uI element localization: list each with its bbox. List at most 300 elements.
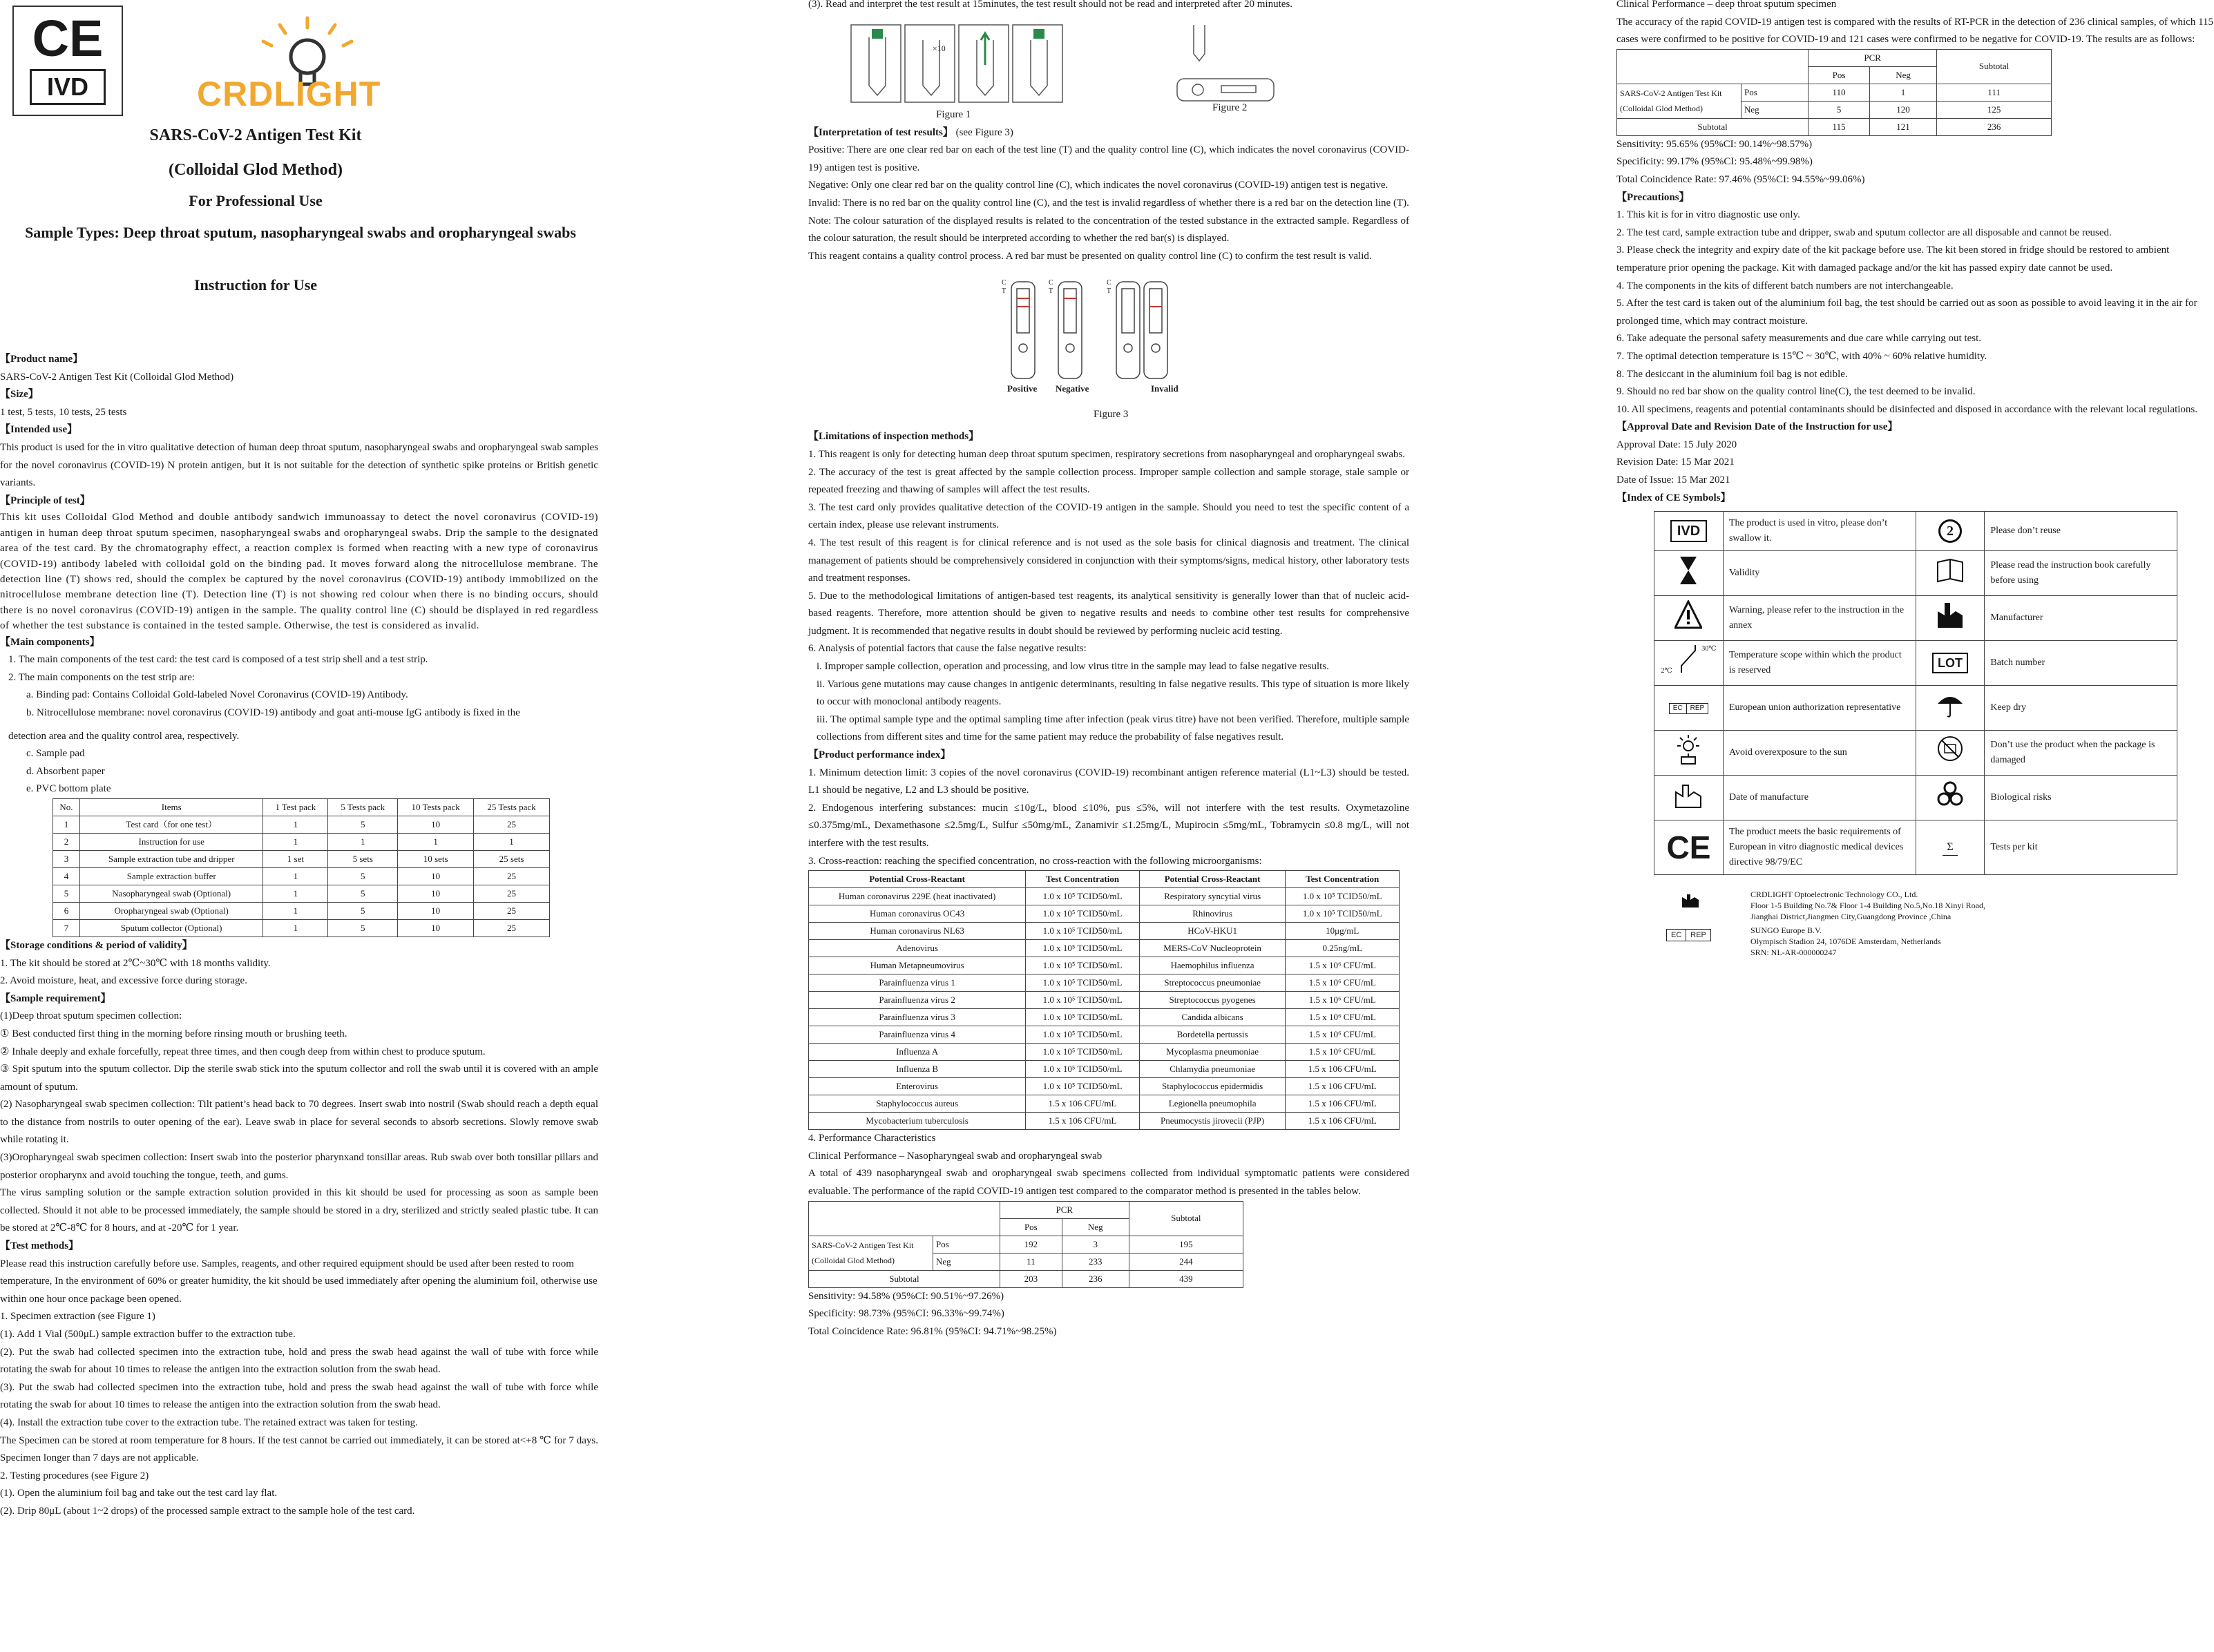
table-cell: Pos	[1809, 66, 1870, 84]
symbol-cell	[1916, 820, 1985, 875]
table-cell: 25	[474, 919, 550, 937]
performance-table-np	[808, 1201, 1243, 1288]
table-row	[809, 957, 1400, 974]
table-row	[1654, 731, 2177, 776]
table-cell: 25	[474, 816, 550, 833]
table-cell: 1.0 x 10⁵ TCID50/mL	[1026, 1061, 1140, 1078]
test-2: 1. Specimen extraction (see Figure 1)	[0, 1311, 155, 1323]
table-cell: 10	[398, 885, 474, 902]
table-cell: Bordetella pertussis	[1139, 1026, 1286, 1044]
table-cell: 203	[1000, 1270, 1062, 1287]
list-item: 6. Take adequate the personal safety measurements and due care while carrying out test.	[1616, 333, 1982, 345]
main-heading: 【Main components】	[0, 636, 100, 648]
main-d: d. Absorbent paper	[26, 765, 105, 777]
table-cell: Neg	[933, 1253, 1000, 1270]
test-5: (3). Put the swab had collected specimen into the extraction tube, hold and press the swab head against the wall of tube with force while rotating the swab for about 10 times to release the antigen into the extraction solution from the swab head.	[0, 1381, 598, 1411]
table-cell: Mycobacterium tuberculosis	[809, 1113, 1026, 1130]
tests-per-kit-icon	[1943, 840, 1957, 856]
table-cell: 25	[474, 902, 550, 919]
kit-name: SARS-CoV-2 Antigen Test Kit	[1620, 88, 1722, 99]
symbol-description: Validity	[1723, 551, 1916, 596]
table-cell: Neg	[1741, 101, 1809, 118]
table-cell: Parainfluenza virus 1	[809, 974, 1026, 992]
professional-use: For Professional Use	[189, 192, 323, 209]
specificity-sputum: Specificity: 99.17% (95%CI: 95.48%~99.98%)	[1616, 156, 1813, 168]
ce-icon	[1667, 830, 1711, 865]
symbol-description: Keep dry	[1985, 686, 2177, 731]
coincidence-np: Total Coincidence Rate: 96.81% (95%CI: 94.71%~98.25%)	[808, 1325, 1057, 1337]
table-cell: Respiratory syncytial virus	[1139, 888, 1286, 905]
fig3-t-1: T	[1002, 287, 1006, 296]
temperature-icon	[1661, 645, 1716, 675]
limit-3: 3. The test card only provides qualitative detection of the COVID-19 antigen in the sample. Should you need to test the specific content of a certain index, please use relevant instruments.	[808, 501, 1409, 531]
table-cell: 3	[53, 850, 80, 867]
table-cell: 5	[53, 885, 80, 902]
ivd-mark: IVD	[30, 69, 106, 105]
brand-name: CRDLIGHT	[197, 75, 381, 113]
test-7: The Specimen can be stored at room temperature for 8 hours. If the test cannot be carried out immediately, it can be stored at<+8 ℃ for 7 days. Specimen longer than 7 days are not applicable.	[0, 1434, 598, 1464]
table-cell: 7	[53, 919, 80, 937]
table-row	[809, 1061, 1400, 1078]
sample-1b: ② Inhale deeply and exhale forcefully, repeat three times, and then cough deep from within chest to produce sputum.	[0, 1046, 486, 1057]
test-10: (2). Drip 80μL (about 1~2 drops) of the processed sample extract to the sample hole of the test card.	[0, 1505, 415, 1517]
table-cell: 1.0 x 10⁵ TCID50/mL	[1026, 940, 1140, 957]
table-cell: 10	[398, 816, 474, 833]
symbol-description: Manufacturer	[1985, 596, 2177, 641]
table-row	[809, 1095, 1400, 1113]
perf-heading: 【Product performance index】	[808, 749, 951, 761]
table-cell: Subtotal	[1617, 118, 1809, 135]
list-item: 1. This kit is for in vitro diagnostic use only.	[1616, 209, 1800, 221]
table-cell: 1.0 x 10⁵ TCID50/mL	[1286, 888, 1400, 905]
limit-6i: i. Improper sample collection, operation and processing, and low virus titre in the sample may lead to false negative results.	[817, 661, 1329, 673]
perf-1: 1. Minimum detection limit: 3 copies of the novel coronavirus (COVID-19) recombinant antigen reference material (L1~L3) should be tested. L1 should be negative, L2 and L3 should be positive.	[808, 767, 1409, 796]
table-cell: 236	[1062, 1270, 1129, 1287]
table-cell: 244	[1129, 1253, 1243, 1270]
doc-title: SARS-CoV-2 Antigen Test Kit	[149, 126, 362, 144]
table-row	[1654, 776, 2177, 820]
table-cell: 1.0 x 10⁵ TCID50/mL	[1026, 1026, 1140, 1044]
main-2: 2. The main components on the test strip are:	[8, 671, 195, 683]
comp-header: 10 Tests pack	[398, 798, 474, 816]
read-text: (3). Read and interpret the test result at 15minutes, the test result should not be read and interpreted after 20 minutes.	[808, 0, 1293, 10]
comp-header: 1 Test pack	[263, 798, 328, 816]
list-item: 5. After the test card is taken out of the aluminium foil bag, the test should be carried out as soon as possible to avoid leaving it in the air for prolonged time, which may contract moisture.	[1616, 298, 2197, 327]
main-b: b. Nitrocellulose membrane: novel coronavirus (COVID-19) antibody and goat anti-mouse IgG antibody is fixed in the	[26, 707, 520, 718]
perf-4b: A total of 439 nasopharyngeal swab and oropharyngeal swab specimens collected from individual symptomatic patients were considered evaluable. The performance of the rapid COVID-19 antigen test compared to the comparator method is presented in the tables below.	[808, 1168, 1409, 1197]
table-cell: 10	[398, 919, 474, 937]
temperature-icon-label: 30℃	[1701, 645, 1717, 653]
table-cell: Human coronavirus NL63	[809, 923, 1026, 940]
main-a: a. Binding pad: Contains Colloidal Gold-labeled Novel Coronavirus (COVID-19) Antibody.	[26, 689, 408, 701]
sensitivity-sputum: Sensitivity: 95.65% (95%CI: 90.14%~98.57%)	[1616, 138, 1813, 150]
instruction-title: Instruction for Use	[193, 276, 318, 294]
table-cell: Pos	[1741, 84, 1809, 101]
table-row	[809, 1201, 1243, 1218]
sample-types: Sample Types: Deep throat sputum, nasopharyngeal swabs and oropharyngeal swabs	[25, 224, 576, 241]
table-row	[53, 919, 550, 937]
table-cell: 1	[1869, 84, 1936, 101]
table-cell: Parainfluenza virus 4	[809, 1026, 1026, 1044]
table-cell: 1.0 x 10⁵ TCID50/mL	[1026, 1044, 1140, 1061]
table-row	[809, 1009, 1400, 1026]
comp-header: 5 Tests pack	[328, 798, 398, 816]
symbol-cell	[1916, 512, 1985, 551]
table-cell: Instruction for use	[79, 833, 263, 850]
table-cell: 1	[398, 833, 474, 850]
table-cell: Human coronavirus OC43	[809, 905, 1026, 923]
main-b2: detection area and the quality control area, respectively.	[8, 730, 240, 742]
figure-2-caption: Figure 2	[1212, 102, 1248, 113]
ce-symbols-table	[1654, 511, 2177, 875]
table-row	[53, 885, 550, 902]
table-cell: Mycoplasma pneumoniae	[1139, 1044, 1286, 1061]
table-cell: Nasopharyngeal swab (Optional)	[79, 885, 263, 902]
fig3-c-2: C	[1049, 279, 1053, 287]
table-cell: 192	[1000, 1236, 1062, 1253]
perf-4: 4. Performance Characteristics	[808, 1133, 936, 1144]
rep-line-1: SUNGO Europe B.V.	[1750, 925, 1822, 936]
table-cell: MERS-CoV Nucleoprotein	[1139, 940, 1286, 957]
comp-header: 25 Tests pack	[474, 798, 550, 816]
table-cell: 0.25ng/mL	[1286, 940, 1400, 957]
sample-4: The virus sampling solution or the sample extraction solution provided in this kit should be used for processing as soon as sample been collected. Should it not able to be processed immediately, the sample should be stored in a dry, sterilized and strictly sealed plastic tube. It can be stored at 2℃-8℃ for 8 hours, and at -20℃ for 1 year.	[0, 1187, 598, 1234]
table-cell: 2	[53, 833, 80, 850]
storage-heading: 【Storage conditions & period of validity】	[0, 939, 193, 951]
limit-heading: 【Limitations of inspection methods】	[808, 431, 980, 443]
table-cell: 111	[1937, 84, 2052, 101]
table-cell: Adenovirus	[809, 940, 1026, 957]
table-cell: Human Metapneumovirus	[809, 957, 1026, 974]
main-1: 1. The main components of the test card: the test card is composed of a test strip shell and a test strip.	[8, 654, 428, 666]
table-cell: 1.0 x 10⁵ TCID50/mL	[1026, 1078, 1140, 1095]
manufacturer-text	[1750, 889, 1985, 922]
table-cell: 1	[263, 867, 328, 885]
temperature-icon-label: 2℃	[1661, 667, 1672, 675]
table-row	[53, 902, 550, 919]
comp-header: No.	[53, 798, 80, 816]
table-row	[1654, 820, 2177, 875]
sample-1a: ① Best conducted first thing in the morning before rinsing mouth or brushing teeth.	[0, 1028, 347, 1039]
cross-header: Test Concentration	[1026, 871, 1140, 888]
list-item: 2. The test card, sample extraction tube and dripper, swab and sputum collector are all disposable and cannot be reused.	[1616, 227, 2112, 238]
table-cell: 6	[53, 902, 80, 919]
ec-rep-text	[1750, 925, 1941, 958]
symbol-cell	[1654, 776, 1724, 820]
clin-text: The accuracy of the rapid COVID-19 antigen test is compared with the results of RT-PCR in the detection of 236 clinical samples, of which 115 cases were confirmed to be positive for COVID-19 and 121 cases were confirmed to be negative for COVID-19. The results are as follows:	[1616, 16, 2214, 46]
table-cell: Human coronavirus 229E (heat inactivated)	[809, 888, 1026, 905]
table-cell: 1	[263, 902, 328, 919]
table-row	[53, 816, 550, 833]
table-cell: 1	[263, 885, 328, 902]
lot-icon-label: LOT	[1932, 653, 1968, 673]
table-cell: Subtotal	[1937, 49, 2052, 84]
read-instructions-icon	[1936, 555, 1964, 591]
table-cell: 10 sets	[398, 850, 474, 867]
table-cell: Pneumocystis jirovecii (PJP)	[1139, 1113, 1286, 1130]
brand-logo	[197, 15, 418, 119]
sample-heading: 【Sample requirement】	[0, 992, 111, 1004]
fig3-c-3: C	[1107, 279, 1111, 287]
sun-icon	[1674, 735, 1702, 771]
table-row	[809, 1270, 1243, 1287]
table-row	[1654, 686, 2177, 731]
manufacturer-icon	[1681, 893, 1699, 908]
symbol-cell	[1654, 512, 1724, 551]
figure-3-caption: Figure 3	[1094, 409, 1129, 421]
table-cell: 1.0 x 10⁵ TCID50/mL	[1026, 1009, 1140, 1026]
prec-heading: 【Precautions】	[1616, 191, 1690, 203]
symbol-description: Avoid overexposure to the sun	[1723, 731, 1916, 776]
table-cell: Haemophilus influenza	[1139, 957, 1286, 974]
table-cell: 1.5 x 106 CFU/mL	[1286, 1095, 1400, 1113]
fig3-negative: Negative	[1056, 383, 1089, 394]
symbol-description: Biological risks	[1985, 776, 2177, 820]
table-cell: Neg	[1062, 1218, 1129, 1236]
page-2-body	[808, 0, 1409, 1341]
ivd-icon	[1670, 520, 1707, 542]
cross-header: Potential Cross-Reactant	[1139, 871, 1286, 888]
symbol-description: The product is used in vitro, please don’t swallow it.	[1723, 512, 1916, 551]
table-cell: 5	[328, 885, 398, 902]
limit-1: 1. This reagent is only for detecting human deep throat sputum specimen, respiratory secretions from nasopharyngeal and oropharyngeal swabs.	[808, 448, 1406, 460]
main-e: e. PVC bottom plate	[26, 783, 111, 795]
symbol-cell	[1654, 820, 1724, 875]
symbol-description: Tests per kit	[1985, 820, 2177, 875]
hourglass-icon	[1674, 555, 1702, 591]
product-name-heading: 【Product name】	[0, 354, 84, 365]
list-item: 3. Please check the integrity and expiry date of the kit package before use. The kit been stored in fridge should be restored to ambient temperature prior opening the package. Kit with damaged package and/or the kit has passed expiry date cannot be used.	[1616, 244, 2170, 273]
table-cell: 1.5 x 10⁶ CFU/mL	[1286, 1044, 1400, 1061]
sample-1: (1)Deep throat sputum specimen collection:	[0, 1010, 182, 1022]
size-heading: 【Size】	[0, 389, 39, 401]
table-cell: 1	[328, 833, 398, 850]
table-cell: 1	[263, 833, 328, 850]
table-cell: 10	[398, 867, 474, 885]
table-cell: Pos	[933, 1236, 1000, 1253]
sample-2: (2) Nasopharyngeal swab specimen collection: Tilt patient’s head back to 70 degrees. Insert swab into nostril (Swab should reach a depth equal to the distance from nostrils to outer opening of the ear). Leave swab in place for several seconds to absorb secretions. Slowly remove swab while rotating it.	[0, 1099, 598, 1146]
damaged-package-icon	[1936, 735, 1964, 771]
mfr-line-3: Jianghai District,Jiangmen City,Guangdong Province ,China	[1750, 912, 1951, 922]
list-item: 4. The components in the kits of different batch numbers are not interchangeable.	[1616, 280, 1954, 291]
table-cell: 5	[328, 816, 398, 833]
symbol-description: European union authorization representative	[1723, 686, 1916, 731]
test-8: 2. Testing procedures (see Figure 2)	[0, 1470, 149, 1481]
biohazard-icon	[1936, 780, 1964, 816]
table-cell: 121	[1869, 118, 1936, 135]
fig3-positive: Positive	[1007, 383, 1038, 394]
symbol-cell	[1654, 551, 1724, 596]
approval-heading: 【Approval Date and Revision Date of the Instruction for use】	[1616, 421, 1898, 433]
table-row	[809, 888, 1400, 905]
table-row	[53, 867, 550, 885]
figures-row	[808, 21, 1409, 124]
limit-6iii: iii. The optimal sample type and the optimal sampling time after infection (peak virus titre) have not been verified. Therefore, multiple sample collections from different sites and time for the same patient may reduce the probability of false negatives result.	[817, 713, 1409, 743]
comp-header: Items	[79, 798, 263, 816]
table-row	[809, 1044, 1400, 1061]
components-table	[53, 798, 550, 937]
table-cell: 1.5 x 106 CFU/mL	[1286, 1061, 1400, 1078]
ce-ivd-logo	[12, 6, 123, 116]
rep-label: REP	[1690, 931, 1706, 940]
symbol-description: The product meets the basic requirements of European in vitro diagnostic medical devices directive 98/79/EC	[1723, 820, 1916, 875]
list-item: 8. The desiccant in the aluminium foil bag is not edible.	[1616, 368, 1848, 380]
table-cell: Enterovirus	[809, 1078, 1026, 1095]
rep-line-3: SRN: NL-AR-000000247	[1750, 948, 1837, 958]
size-text: 1 test, 5 tests, 10 tests, 25 tests	[0, 406, 127, 418]
symbol-cell	[1916, 551, 1985, 596]
table-row	[809, 1236, 1243, 1253]
table-cell: 110	[1809, 84, 1870, 101]
manufacture-date-icon	[1674, 780, 1702, 816]
symbol-description: Please don’t reuse	[1985, 512, 2177, 551]
warning-icon	[1674, 600, 1702, 636]
table-cell: Influenza B	[809, 1061, 1026, 1078]
table-row	[809, 923, 1400, 940]
issue-date: Date of Issue: 15 Mar 2021	[1616, 474, 1730, 486]
approval-date: Approval Date: 15 July 2020	[1616, 439, 1737, 450]
principle-heading: 【Principle of test】	[0, 494, 90, 506]
no-reuse-icon-label: 2	[1946, 524, 1954, 539]
figure-1-extraction-icon	[850, 23, 1071, 106]
symbol-cell	[1654, 641, 1724, 686]
principle-text: This kit uses Colloidal Glod Method and double antibody sandwich immunoassay to detect the novel coronavirus (COVID-19) antigen in human deep throat sputum specimen, nasopharyngeal swabs and oropharyngeal swabs. Drip the sample to the designated area of the test card. By the chromatography effect, a reaction complex is formed when reacting with a new type of coronavirus (COVID-19) antibody labeled with colloidal gold on the binding pad. It moves forward along the nitrocellulose membrane. The detection line (T) shows red, should the complex be captured by the novel coronavirus (COVID-19) antibody immobilized on the nitrocellulose membrane detection line (T). Detection line (T) is not showing red colour when there is no binding occurs, should there is no novel coronavirus (COVID-19) antigen in the sample. The quality control line (C) should be displayed in red regardless of whether the test substance is contained in the tested sample. Otherwise, the test is considered as invalid.	[0, 512, 598, 632]
fig3-t-3: T	[1107, 287, 1111, 296]
table-row	[809, 940, 1400, 957]
table-cell: 25	[474, 885, 550, 902]
table-cell: 1.0 x 10⁵ TCID50/mL	[1026, 957, 1140, 974]
table-cell: 1.0 x 10⁵ TCID50/mL	[1286, 905, 1400, 923]
interp-invalid: Invalid: There is no red bar on the quality control line (C), and the test is invalid regardless of whether there is a red bar on the detection line (T).	[808, 197, 1409, 209]
interp-note: Note: The colour saturation of the displayed results is related to the concentration of the tested substance in the extracted sample. Regardless of the colour saturation, the result should be interpreted according to whether the red bar(s) is displayed.	[808, 215, 1409, 244]
interp-qc: This reagent contains a quality control process. A red bar must be presented on quality control line (C) to confirm the test result is valid.	[808, 250, 1372, 262]
sample-3: (3)Oropharyngeal swab specimen collection: Insert swab into the posterior pharynxand tonsillar areas. Rub swab over both tonsillar pillars and posterior oropharynx and avoid touching the tongue, teeth, and gums.	[0, 1152, 598, 1181]
specificity-np: Specificity: 98.73% (95%CI: 96.33%~99.74%)	[808, 1308, 1004, 1320]
mfr-line-2: Floor 1-5 Building No.7& Floor 1-4 Building No.5,No.18 Xinyi Road,	[1750, 901, 1986, 911]
symbol-description: Please read the instruction book carefully before using	[1985, 551, 2177, 596]
table-row	[809, 1113, 1400, 1130]
limit-5: 5. Due to the methodological limitations of antigen-based test reagents, its analytical sensitivity is generally lower than that of nucleic acid-based reagents. Therefore, more attention should be given to negative results and needs to combine other test results for comprehensive judgment. It is recommended that negative results in doubt should be reviewed by performing nucleic acid testing.	[808, 590, 1409, 637]
table-cell: 1	[474, 833, 550, 850]
table-cell: Staphylococcus aureus	[809, 1095, 1026, 1113]
table-cell: 1.0 x 10⁵ TCID50/mL	[1026, 905, 1140, 923]
table-cell: Parainfluenza virus 2	[809, 992, 1026, 1009]
intended-heading: 【Intended use】	[0, 424, 78, 436]
symbol-cell	[1654, 731, 1724, 776]
precautions-list	[1616, 206, 2214, 419]
cross-header: Potential Cross-Reactant	[809, 871, 1026, 888]
cross-reaction-table	[808, 870, 1400, 1130]
table-cell: 195	[1129, 1236, 1243, 1253]
perf-2: 2. Endogenous interfering substances: mucin ≤10g/L, blood ≤10%, pus ≤5%, will not interfere with the test results. Oxymetazoline ≤0.375mg/mL, Dexamethasone ≤2.5mg/L, Sulfur ≤50mg/mL, Zanamivir ≤1.25mg/L, Mupirocin ≤5mg/mL, Tobramycin ≤0.8 mg/L, will not interfere with the test results.	[808, 802, 1409, 849]
table-cell: 10μg/mL	[1286, 923, 1400, 940]
index-heading: 【Index of CE Symbols】	[1616, 492, 1731, 503]
table-cell: 439	[1129, 1270, 1243, 1287]
storage-2: 2. Avoid moisture, heat, and excessive force during storage.	[0, 975, 247, 987]
symbol-cell	[1916, 776, 1985, 820]
revision-date: Revision Date: 15 Mar 2021	[1616, 457, 1735, 468]
table-cell: 1.5 x 106 CFU/mL	[1026, 1095, 1140, 1113]
table-row	[53, 850, 550, 867]
table-cell: 25 sets	[474, 850, 550, 867]
test-3: (1). Add 1 Vial (500μL) sample extraction buffer to the extraction tube.	[0, 1329, 296, 1340]
test-1: Please read this instruction carefully before use. Samples, reagents, and other required equipment should be used after been rested to room temperature, In the environment of 60% or greater humidity, the kit should be used immediately after opening the aluminium foil, otherwise use within one hour once package been opened.	[0, 1258, 598, 1305]
table-cell: 125	[1937, 101, 2052, 118]
kit-method: (Colloidal Glod Method)	[812, 1256, 895, 1266]
table-cell: 1.5 x 10⁶ CFU/mL	[1286, 957, 1400, 974]
list-item: 7. The optimal detection temperature is 15℃ ~ 30℃, with 40% ~ 60% relative humidity.	[1616, 350, 1987, 362]
kit-name: SARS-CoV-2 Antigen Test Kit	[812, 1240, 914, 1251]
table-cell: Subtotal	[809, 1270, 1000, 1287]
symbol-cell	[1654, 686, 1724, 731]
umbrella-icon	[1936, 690, 1964, 726]
page-3-body	[1616, 0, 2214, 965]
table-row	[1654, 641, 2177, 686]
symbol-description: Warning, please refer to the instruction in the annex	[1723, 596, 1916, 641]
table-cell: 233	[1062, 1253, 1129, 1270]
rep-line-2: Olympisch Stadion 24, 1076DE Amsterdam, Netherlands	[1750, 937, 1941, 947]
table-cell: Oropharyngeal swab (Optional)	[79, 902, 263, 919]
table-cell: HCoV-HKU1	[1139, 923, 1286, 940]
mfr-line-1: CRDLIGHT Optoelectronic Technology CO., Ltd.	[1750, 890, 1918, 900]
limit-6ii: ii. Various gene mutations may cause changes in antigenic determinants, resulting in false negative results. This type of situation is more likely to occur with monoclonal antibody reagents.	[817, 678, 1409, 708]
sample-1c: ③ Spit sputum into the sputum collector. Dip the sterile swab stick into the sputum collector and roll the swab until it is covered with an ample amount of sputum.	[0, 1064, 598, 1093]
table-cell: 1.5 x 10⁶ CFU/mL	[1286, 974, 1400, 992]
table-cell: Sample extraction buffer	[79, 867, 263, 885]
table-row	[1654, 551, 2177, 596]
lot-icon	[1932, 653, 1968, 673]
ec-rep-icon	[1669, 703, 1708, 714]
limit-4: 4. The test result of this reagent is for clinical reference and is not used as the sole basis for clinical diagnosis and treatment. The clinical management of patients should be comprehensively considered in conjunction with their symptoms/signs, medical history, other laboratory tests and treatment responses.	[808, 537, 1409, 584]
limit-2: 2. The accuracy of the test is great affected by the sample collection process. Improper sample collection and sample storage, stale sample or repeated freezing and thawing of samples will affect the test results.	[808, 466, 1409, 496]
table-cell: Streptococcus pneumoniae	[1139, 974, 1286, 992]
table-cell: 1.5 x 10⁶ CFU/mL	[1286, 1009, 1400, 1026]
figure-1-caption: Figure 1	[936, 108, 971, 120]
list-item: 10. All specimens, reagents and potential contaminants should be disinfected and disposed in accordance with the relevant local regulations.	[1616, 403, 2198, 415]
table-cell: Streptococcus pyogenes	[1139, 992, 1286, 1009]
table-cell: 11	[1000, 1253, 1062, 1270]
table-row	[1617, 49, 2052, 66]
symbol-description: Temperature scope within which the product is reserved	[1723, 641, 1916, 686]
table-row	[53, 833, 550, 850]
intended-text: This product is used for the in vitro qualitative detection of human deep throat sputum, nasopharyngeal swabs and oropharyngeal swab samples for the novel coronavirus (COVID-19) N protein antigen, but it is not suitable for the detection of synthetic spike proteins or British genetic variants.	[0, 441, 598, 489]
figure-2-dripping-icon	[1174, 23, 1285, 106]
table-cell: 120	[1869, 101, 1936, 118]
table-cell: 5	[328, 902, 398, 919]
test-cassette-icons	[1002, 279, 1209, 396]
table-cell: PCR	[1809, 49, 1937, 66]
table-cell: 1.0 x 10⁵ TCID50/mL	[1026, 888, 1140, 905]
table-cell: 1.0 x 10⁵ TCID50/mL	[1026, 992, 1140, 1009]
symbol-cell	[1916, 731, 1985, 776]
test-9: (1). Open the aluminium foil bag and take out the test card lay flat.	[0, 1488, 278, 1499]
fig3-c-1: C	[1002, 279, 1006, 287]
interp-negative: Negative: Only one clear red bar on the quality control line (C), which indicates the novel coronavirus (COVID-19) antigen test is negative.	[808, 180, 1388, 191]
symbol-description: Don’t use the product when the package is damaged	[1985, 731, 2177, 776]
figure-3	[808, 265, 1409, 428]
list-item: 9. Should no red bar show on the quality control line(C), the test deemed to be invalid.	[1616, 386, 1976, 398]
interp-see: (see Figure 3)	[955, 126, 1013, 138]
table-row	[809, 992, 1400, 1009]
perf-4a: Clinical Performance – Nasopharyngeal swab and oropharyngeal swab	[808, 1150, 1103, 1162]
doc-subtitle: (Colloidal Glod Method)	[168, 161, 343, 179]
kit-name-cell	[1617, 84, 1741, 118]
table-cell: 1	[53, 816, 80, 833]
table-cell: 1.0 x 10⁵ TCID50/mL	[1026, 923, 1140, 940]
table-cell: 5	[328, 867, 398, 885]
table-cell: 1.0 x 10⁵ TCID50/mL	[1026, 974, 1140, 992]
symbol-cell	[1654, 596, 1724, 641]
